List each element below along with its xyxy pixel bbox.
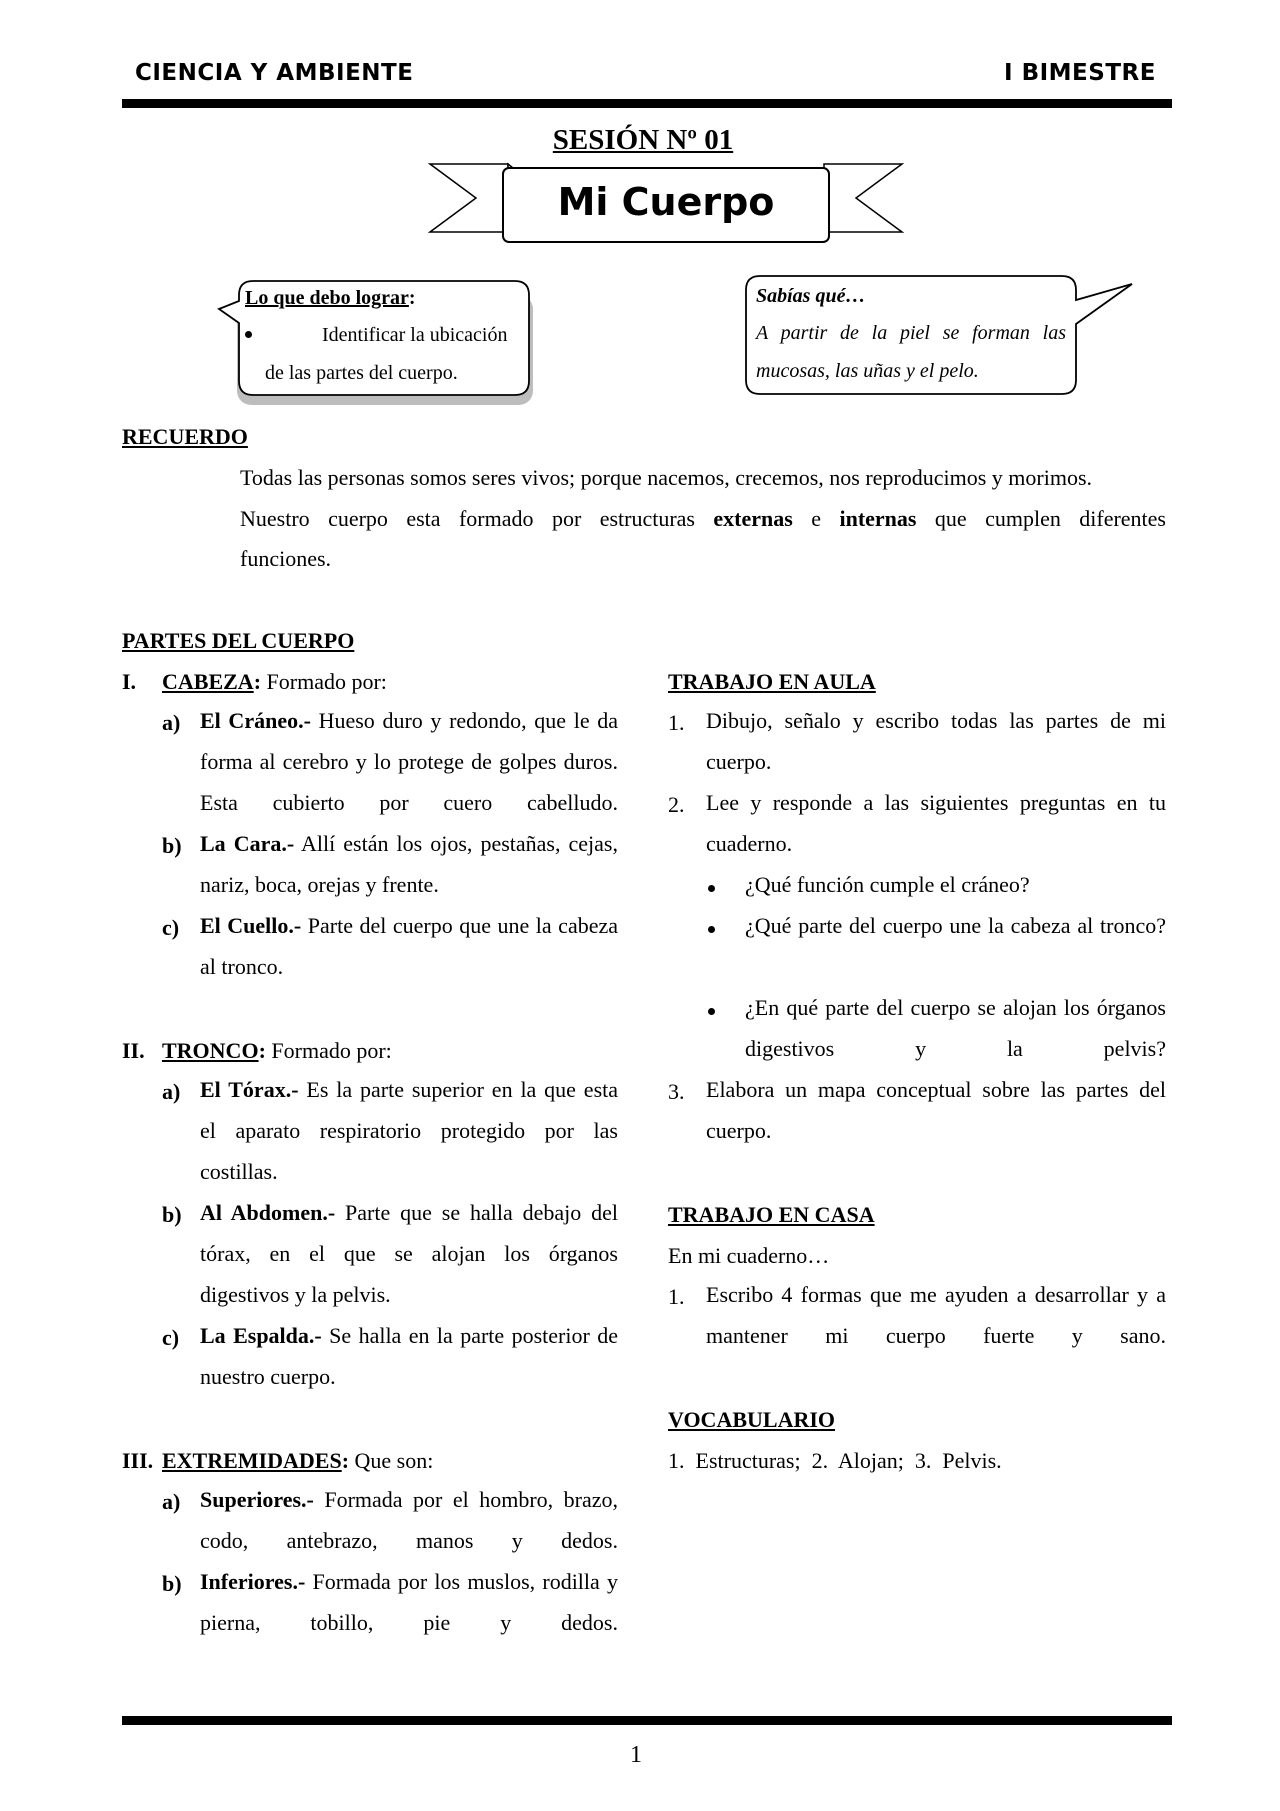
- recuerdo-term-internas: internas: [839, 506, 917, 531]
- item-3b-term: Inferiores.-: [200, 1569, 306, 1594]
- partes-heading: PARTES DEL CUERPO: [122, 628, 355, 653]
- recuerdo-text-e: que cumplen diferentes: [916, 506, 1166, 531]
- question-1-bullet-icon: [708, 885, 715, 892]
- goal-line-2: de las partes del cuerpo.: [265, 362, 458, 384]
- section-2-colon: :: [258, 1038, 266, 1063]
- footer-rule: [122, 1716, 1172, 1725]
- item-1c-term: El Cuello.-: [200, 913, 302, 938]
- item-1a-text: Hueso duro y redondo, que le da forma al cerebro y lo protege de golpes duros. Esta cubierto por cuero cabelludo.: [200, 708, 619, 815]
- item-1b-text: Allí están los ojos, pestañas, cejas, nariz, boca, orejas y frente.: [200, 831, 618, 897]
- casa-item-1-num: 1.: [668, 1284, 685, 1309]
- item-1c: [200, 905, 618, 987]
- vocabulario-text: 1. Estructuras; 2. Alojan; 3. Pelvis.: [668, 1448, 1002, 1473]
- item-3b-letter: b): [162, 1571, 182, 1596]
- question-3-bullet-icon: [708, 1008, 715, 1015]
- recuerdo-text-c: e: [792, 506, 840, 531]
- recuerdo-line-1: Todas las personas somos seres vivos; porque nacemos, crecemos, nos reproducimos y morimos.: [240, 465, 1093, 490]
- section-2-title: [162, 1038, 392, 1064]
- goal-label-wrap: [245, 287, 416, 310]
- goal-line-1: Identificar la ubicación: [322, 324, 508, 346]
- item-1b: [200, 823, 618, 905]
- header-rule: [122, 99, 1172, 108]
- aula-item-1-text: Dibujo, señalo y escribo todas las partes de mi cuerpo.: [706, 708, 1166, 774]
- aula-item-1-num: 1.: [668, 710, 685, 735]
- vocabulario-heading: VOCABULARIO: [668, 1407, 836, 1432]
- aula-item-3-num: 3.: [668, 1079, 685, 1104]
- item-3a-letter: a): [162, 1489, 181, 1514]
- item-2a-text: Es la parte superior en la que esta el aparato respiratorio protegido por las costillas.: [200, 1077, 619, 1184]
- item-2b-letter: b): [162, 1202, 182, 1227]
- item-2a: [200, 1069, 618, 1192]
- item-2c-text: Se halla en la parte posterior de nuestro cuerpo.: [200, 1323, 618, 1389]
- section-1-colon: :: [253, 669, 262, 694]
- goal-label: Lo que debo lograr: [245, 287, 409, 309]
- item-2b: [200, 1192, 618, 1315]
- item-2c-letter: c): [162, 1325, 180, 1350]
- session-title: Mi Cuerpo: [557, 180, 775, 224]
- fact-line-1: A partir de la piel se forman las: [756, 322, 1066, 344]
- aula-heading: TRABAJO EN AULA: [668, 669, 876, 694]
- page-number: 1: [630, 1742, 642, 1768]
- fact-title: Sabías qué…: [756, 285, 866, 307]
- question-3: ¿En qué parte del cuerpo se alojan los órganos digestivos y la pelvis?: [745, 995, 1166, 1061]
- casa-item-1-text: Escribo 4 formas que me ayuden a desarrollar y a mantener mi cuerpo fuerte y sano.: [706, 1282, 1166, 1348]
- fact-line-2: mucosas, las uñas y el pelo.: [756, 360, 979, 382]
- recuerdo-text-a: Nuestro cuerpo esta formado por estructuras: [240, 506, 714, 531]
- goal-colon: :: [408, 287, 416, 309]
- recuerdo-line-3: funciones.: [240, 546, 332, 571]
- goal-bullet-icon: [245, 331, 252, 338]
- item-1a-term: El Cráneo.-: [200, 708, 311, 733]
- section-3-colon: :: [341, 1448, 350, 1473]
- section-3-name: EXTREMIDADES: [162, 1448, 342, 1473]
- section-3-numeral: III.: [122, 1448, 154, 1473]
- section-1-numeral: I.: [122, 669, 137, 694]
- item-3a-term: Superiores.-: [200, 1487, 314, 1512]
- recuerdo-term-externas: externas: [713, 506, 793, 531]
- section-1-name: CABEZA: [162, 669, 254, 694]
- header-period: I BIMESTRE: [1004, 60, 1156, 86]
- item-2c-term: La Espalda.-: [200, 1323, 322, 1348]
- aula-item-2-num: 2.: [668, 792, 685, 817]
- section-1-suffix: Formado por:: [261, 669, 387, 694]
- item-2a-term: El Tórax.-: [200, 1077, 299, 1102]
- item-2b-term: Al Abdomen.-: [200, 1200, 336, 1225]
- recuerdo-heading: RECUERDO: [122, 424, 248, 449]
- question-2-bullet-icon: [708, 926, 715, 933]
- question-1: ¿Qué función cumple el cráneo?: [745, 872, 1030, 897]
- item-3b-text: Formada por los muslos, rodilla y pierna, tobillo, pie y dedos.: [200, 1569, 618, 1635]
- item-3a-text: Formada por el hombro, brazo, codo, antebrazo, manos y dedos.: [200, 1487, 618, 1553]
- item-1b-term: La Cara.-: [200, 831, 295, 856]
- item-1a: [200, 700, 618, 823]
- aula-item-3-text: Elabora un mapa conceptual sobre las partes del cuerpo.: [706, 1077, 1166, 1143]
- header-subject: CIENCIA Y AMBIENTE: [135, 60, 414, 86]
- item-1c-text: Parte del cuerpo que une la cabeza al tronco.: [200, 913, 619, 979]
- question-2: ¿Qué parte del cuerpo une la cabeza al tronco?: [745, 913, 1166, 938]
- aula-item-2-text: Lee y responde a las siguientes preguntas en tu cuaderno.: [706, 790, 1166, 856]
- section-1-title: [162, 669, 387, 695]
- item-1b-letter: b): [162, 833, 182, 858]
- section-3-suffix: Que son:: [349, 1448, 434, 1473]
- recuerdo-line-2: [240, 506, 1166, 532]
- item-1c-letter: c): [162, 915, 180, 940]
- session-number: SESIÓN Nº 01: [552, 124, 734, 156]
- item-2a-letter: a): [162, 1079, 181, 1104]
- casa-heading: TRABAJO EN CASA: [668, 1202, 875, 1227]
- item-2b-text: Parte que se halla debajo del tórax, en el que se alojan los órganos digestivos y la pelvis.: [200, 1200, 618, 1307]
- section-3-title: [162, 1448, 433, 1474]
- item-3a: [200, 1479, 618, 1561]
- section-2-name: TRONCO: [162, 1038, 259, 1063]
- item-2c: [200, 1315, 618, 1397]
- item-1a-letter: a): [162, 710, 181, 735]
- item-3b: [200, 1561, 618, 1643]
- section-2-suffix: Formado por:: [265, 1038, 392, 1063]
- section-2-numeral: II.: [122, 1038, 145, 1063]
- casa-intro: En mi cuaderno…: [668, 1243, 830, 1268]
